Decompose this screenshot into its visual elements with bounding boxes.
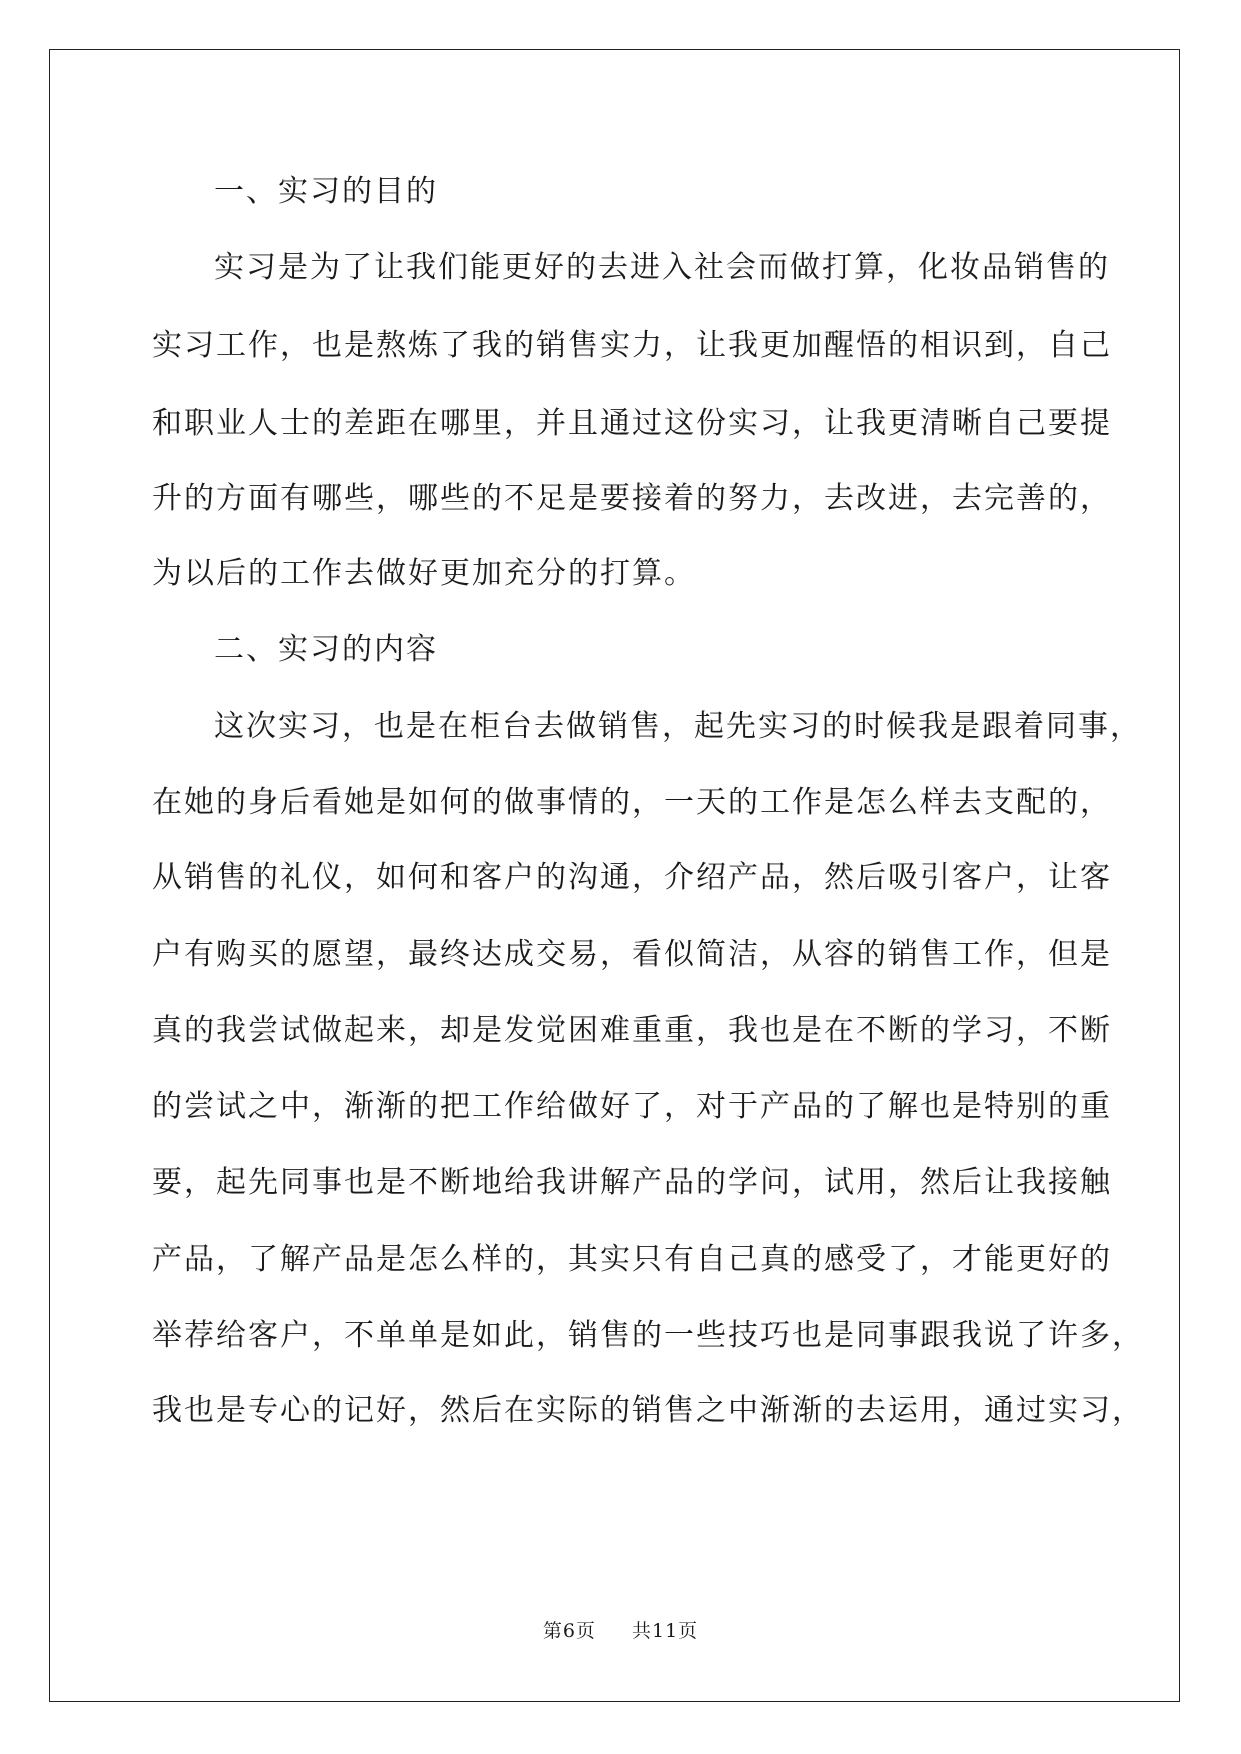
paragraph-line: 和职业人士的差距在哪里，并且通过这份实习，让我更清晰自己要提	[152, 406, 1112, 441]
paragraph-line: 实习是为了让我们能更好的去进入社会而做打算，化妆品销售的	[214, 250, 1110, 285]
page-footer	[0, 1616, 1241, 1643]
paragraph-line: 从销售的礼仪，如何和客户的沟通，介绍产品，然后吸引客户，让客	[152, 860, 1112, 895]
paragraph-line: 升的方面有哪些，哪些的不足是要接着的努力，去改进，去完善的，	[152, 481, 1112, 516]
page-total: 共11页	[632, 1620, 699, 1642]
paragraph-line: 真的我尝试做起来，却是发觉困难重重，我也是在不断的学习，不断	[152, 1013, 1112, 1048]
paragraph-line: 产品，了解产品是怎么样的，其实只有自己真的感受了，才能更好的	[152, 1242, 1112, 1277]
paragraph-line: 要，起先同事也是不断地给我讲解产品的学问，试用，然后让我接触	[152, 1165, 1112, 1200]
page-number: 第6页	[542, 1620, 596, 1642]
paragraph-line: 我也是专心的记好，然后在实际的销售之中渐渐的去运用，通过实习，	[152, 1393, 1144, 1428]
paragraph-line: 在她的身后看她是如何的做事情的，一天的工作是怎么样去支配的，	[152, 785, 1112, 820]
paragraph-line: 举荐给客户，不单单是如此，销售的一些技巧也是同事跟我说了许多，	[152, 1318, 1144, 1353]
paragraph-line: 这次实习，也是在柜台去做销售，起先实习的时候我是跟着同事，	[214, 709, 1142, 744]
paragraph-line: 实习工作，也是熬炼了我的销售实力，让我更加醒悟的相识到，自己	[152, 328, 1112, 363]
paragraph-line: 户有购买的愿望，最终达成交易，看似简洁，从容的销售工作，但是	[152, 937, 1112, 972]
section-heading-content: 二、实习的内容	[214, 632, 438, 667]
paragraph-line: 的尝试之中，渐渐的把工作给做好了，对于产品的了解也是特别的重	[152, 1089, 1112, 1124]
paragraph-line: 为以后的工作去做好更加充分的打算。	[152, 556, 696, 591]
section-heading-purpose: 一、实习的目的	[214, 174, 438, 209]
